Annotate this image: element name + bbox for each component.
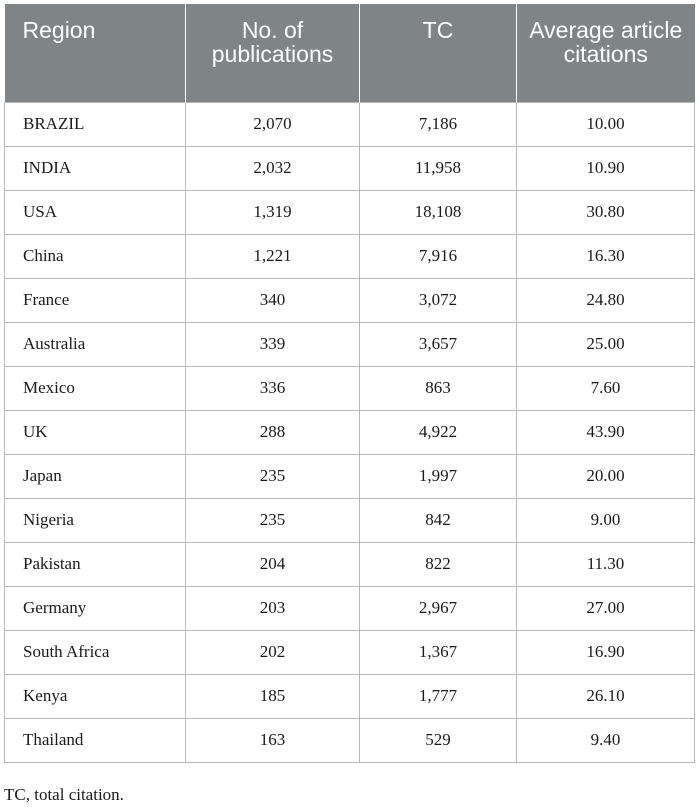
table-row [5,674,695,718]
avg-citations-cell: 24.80 [517,278,695,322]
region-cell: China [5,234,186,278]
table-row [5,366,695,410]
publications-cell: 185 [186,674,360,718]
region-cell: Nigeria [5,498,186,542]
avg-citations-cell: 27.00 [517,586,695,630]
tc-cell: 18,108 [360,190,517,234]
avg-citations-cell: 20.00 [517,454,695,498]
table-header [5,4,695,102]
publications-cell: 203 [186,586,360,630]
tc-cell: 4,922 [360,410,517,454]
avg-citations-cell: 16.30 [517,234,695,278]
publications-table [4,4,694,763]
avg-citations-cell: 11.30 [517,542,695,586]
avg-citations-cell: 7.60 [517,366,695,410]
publications-cell: 204 [186,542,360,586]
table-row [5,146,695,190]
tc-cell: 863 [360,366,517,410]
publications-cell: 2,070 [186,102,360,146]
table-row [5,190,695,234]
publications-cell: 202 [186,630,360,674]
tc-cell: 11,958 [360,146,517,190]
tc-cell: 3,072 [360,278,517,322]
table-row [5,718,695,762]
region-cell: Japan [5,454,186,498]
region-cell: INDIA [5,146,186,190]
avg-citations-cell: 43.90 [517,410,695,454]
region-cell: France [5,278,186,322]
tc-cell: 822 [360,542,517,586]
header-tc: TC [360,4,517,102]
table-row [5,102,695,146]
table-row [5,586,695,630]
avg-citations-cell: 10.90 [517,146,695,190]
publications-cell: 2,032 [186,146,360,190]
tc-cell: 842 [360,498,517,542]
table-body [5,102,695,762]
tc-cell: 1,367 [360,630,517,674]
avg-citations-cell: 9.40 [517,718,695,762]
header-publications: No. of publications [186,4,360,102]
publications-cell: 336 [186,366,360,410]
avg-citations-cell: 26.10 [517,674,695,718]
region-cell: BRAZIL [5,102,186,146]
table-row [5,454,695,498]
publications-cell: 288 [186,410,360,454]
region-cell: Kenya [5,674,186,718]
header-avg-citations: Average article citations [517,4,695,102]
avg-citations-cell: 30.80 [517,190,695,234]
table-row [5,278,695,322]
region-cell: Mexico [5,366,186,410]
table-footnote: TC, total citation. [4,785,124,804]
table-row [5,234,695,278]
region-cell: UK [5,410,186,454]
publications-cell: 235 [186,454,360,498]
table-row [5,322,695,366]
tc-cell: 1,777 [360,674,517,718]
avg-citations-cell: 25.00 [517,322,695,366]
publications-cell: 235 [186,498,360,542]
avg-citations-cell: 16.90 [517,630,695,674]
region-cell: South Africa [5,630,186,674]
tc-cell: 1,997 [360,454,517,498]
region-cell: Germany [5,586,186,630]
header-region: Region [5,4,186,102]
publications-cell: 163 [186,718,360,762]
publications-cell: 1,221 [186,234,360,278]
publications-cell: 339 [186,322,360,366]
tc-cell: 3,657 [360,322,517,366]
publications-cell: 340 [186,278,360,322]
avg-citations-cell: 10.00 [517,102,695,146]
region-cell: Thailand [5,718,186,762]
region-cell: USA [5,190,186,234]
publications-cell: 1,319 [186,190,360,234]
table-row [5,410,695,454]
region-cell: Pakistan [5,542,186,586]
table-row [5,542,695,586]
region-cell: Australia [5,322,186,366]
tc-cell: 7,186 [360,102,517,146]
table-row [5,630,695,674]
tc-cell: 7,916 [360,234,517,278]
table-row [5,498,695,542]
tc-cell: 529 [360,718,517,762]
avg-citations-cell: 9.00 [517,498,695,542]
tc-cell: 2,967 [360,586,517,630]
